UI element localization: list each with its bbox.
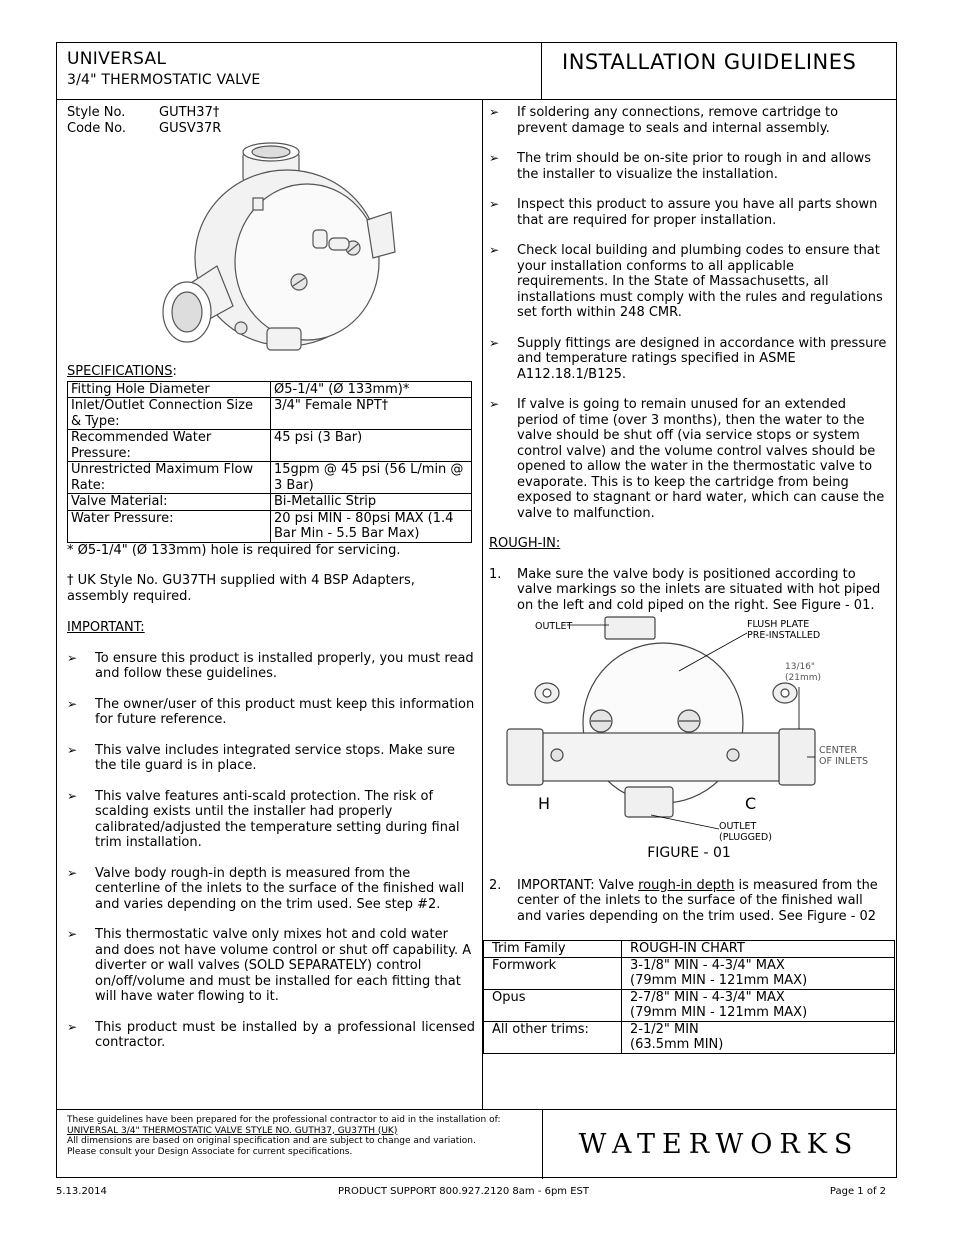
table-row: Recommended Water Pressure: 45 psi (3 Bar) [68, 430, 472, 462]
arrow-bullet-icon: ➢ [67, 927, 78, 941]
rough-in-heading: ROUGH-IN: [489, 536, 561, 551]
label-cold: C [745, 794, 757, 813]
list-item: ➢ Supply fittings are designed in accordance with pressure and temperature ratings specified in ASME A112.18.1/B125. [489, 335, 887, 382]
arrow-bullet-icon: ➢ [67, 865, 78, 880]
arrow-bullet-icon: ➢ [67, 696, 78, 711]
waterworks-logo: WATERWORKS [578, 1128, 860, 1160]
list-item: ➢ Valve body rough-in depth is measured from the centerline of the inlets to the surface of the finished wall and varies depending on the trim used. See step #2. [67, 865, 465, 912]
label-pre-installed: PRE-INSTALLED [747, 630, 821, 641]
label-hot: H [538, 794, 551, 813]
arrow-bullet-icon: ➢ [489, 197, 500, 211]
footer-disclaimer: These guidelines have been prepared for the professional contractor to aid in the installation of: UNIVERSAL 3/4" THERMOSTATIC VALVE STYLE NO. GUTH37, GU37TH (UK) All dimensions are based on original specification and are subject to change and variation. Please consult your Design Associate for current specifications. [67, 1115, 501, 1157]
arrow-bullet-icon: ➢ [67, 1019, 78, 1034]
list-item: ➢ This valve features anti-scald protection. The risk of scalding exists until the installer had properly calibrated/adjusted the temperature setting during final trim installation. [67, 788, 460, 850]
document-date: 5.13.2014 [56, 1186, 107, 1197]
rough-in-step-1: 1. Make sure the valve body is positioned according to valve markings so the inlets are situated with hot piped on the left and cold piped on the right. See Figure - 01. [489, 566, 881, 613]
list-item: ➢ This thermostatic valve only mixes hot and cold water and does not have volume control or shut off capability. A diverter or wall valves (SOLD SEPARATELY) control on/off/volume and must be installed for each fitting that will have water flowing to it. [67, 927, 472, 1004]
list-item: ➢ If valve is going to remain unused for an extended period of time (over 3 months), then the water to the valve should be shut off (via service stops or system control valve) and the volume control valves should be opened to allow the water in the thermostatic valve to evaporate. This is to keep the cartridge from being exposed to stagnant or hard water, which can cause the valve to malfunction. [489, 397, 885, 521]
list-item: ➢ To ensure this product is installed properly, you must read and follow these guidelines. [67, 650, 474, 681]
product-support: PRODUCT SUPPORT 800.927.2120 8am - 6pm EST [338, 1186, 590, 1197]
style-value: GUTH37† [159, 105, 220, 120]
table-row: Trim Family ROUGH-IN CHART [484, 941, 895, 958]
code-number [67, 121, 475, 137]
list-item: ➢ This product must be installed by a professional licensed contractor. [67, 1019, 475, 1050]
table-row: Unrestricted Maximum Flow Rate: 15gpm @ 45 psi (56 L/min @ 3 Bar) [68, 462, 472, 494]
table-row: Inlet/Outlet Connection Size & Type: 3/4" Female NPT† [68, 398, 472, 430]
right-column [489, 105, 889, 1054]
product-name: UNIVERSAL [67, 49, 167, 69]
label-outlet: OUTLET [535, 621, 573, 632]
page-title: INSTALLATION GUIDELINES [562, 50, 857, 74]
label-center: CENTER [819, 745, 858, 756]
list-item: ➢ The owner/user of this product must keep this information for future reference. [67, 696, 475, 727]
label-dimension-inch: 13/16" [785, 662, 816, 672]
table-row: Valve Material: Bi-Metallic Strip [68, 494, 472, 511]
list-item: ➢ Check local building and plumbing codes to ensure that your installation conforms to all applicable requirements. In the State of Massachusetts, all installations must comply with the rules and regulations set forth within 248 CMR. [489, 243, 883, 320]
figure-01-valve-diagram [489, 611, 889, 847]
arrow-bullet-icon: ➢ [67, 788, 78, 803]
spec-note-uk: † UK Style No. GU37TH supplied with 4 BSP Adapters, assembly required. [67, 573, 415, 604]
list-item: ➢ The trim should be on-site prior to rough in and allows the installer to visualize the installation. [489, 151, 872, 182]
page-number: Page 1 of 2 [829, 1186, 886, 1197]
important-heading: IMPORTANT: [67, 620, 145, 635]
spec-note-hole: * Ø5-1/4" (Ø 133mm) hole is required for servicing. [67, 542, 401, 558]
list-item: ➢ If soldering any connections, remove cartridge to prevent damage to seals and internal assembly. [489, 105, 839, 136]
rough-in-step-2: 2. IMPORTANT: Valve rough-in depth is measured from the center of the inlets to the surface of the finished wall and varies depending on the trim used. See Figure - 02 [489, 877, 878, 924]
important-list [67, 651, 475, 1051]
code-value: GUSV37R [159, 120, 222, 136]
arrow-bullet-icon: ➢ [489, 105, 500, 119]
header-divider [57, 99, 896, 100]
label-plugged: (PLUGGED) [719, 832, 772, 843]
style-number [67, 105, 475, 121]
table-row: Opus 2-7/8" MIN - 4-3/4" MAX (79mm MIN - 121mm MAX) [484, 989, 895, 1021]
arrow-bullet-icon: ➢ [489, 151, 500, 165]
list-item: ➢ Inspect this product to assure you have all parts shown that are required for proper installation. [489, 197, 878, 228]
specifications-heading: SPECIFICATIONS: [67, 364, 177, 379]
label-of-inlets: OF INLETS [819, 756, 868, 767]
specifications-table [67, 381, 472, 543]
list-item: ➢ This valve includes integrated service stops. Make sure the tile guard is in place. [67, 742, 456, 773]
left-column [67, 105, 475, 1066]
code-label: Code No. [67, 120, 126, 136]
table-row: All other trims: 2-1/2" MIN (63.5mm MIN) [484, 1021, 895, 1053]
valve-product-illustration [67, 140, 475, 362]
table-row: Formwork 3-1/8" MIN - 4-3/4" MAX (79mm MIN - 121mm MAX) [484, 957, 895, 989]
label-dimension-mm: (21mm) [785, 673, 822, 683]
arrow-bullet-icon: ➢ [489, 397, 500, 411]
arrow-bullet-icon: ➢ [67, 742, 78, 757]
product-subtitle: 3/4" THERMOSTATIC VALVE [67, 72, 261, 88]
label-outlet-bottom: OUTLET [719, 821, 757, 832]
arrow-bullet-icon: ➢ [489, 243, 500, 257]
rough-in-chart [483, 940, 895, 1054]
header-product [57, 43, 542, 99]
label-flush-plate: FLUSH PLATE [747, 619, 810, 630]
arrow-bullet-icon: ➢ [489, 335, 500, 350]
table-row: Water Pressure: 20 psi MIN - 80psi MAX (1.4 Bar Min - 5.5 Bar Max) [68, 510, 472, 542]
table-row: Fitting Hole Diameter Ø5-1/4" (Ø 133mm)* [68, 381, 472, 398]
document-page [56, 42, 897, 1178]
figure-caption: FIGURE - 01 [647, 845, 731, 861]
style-label: Style No. [67, 105, 126, 120]
arrow-bullet-icon: ➢ [67, 650, 78, 665]
